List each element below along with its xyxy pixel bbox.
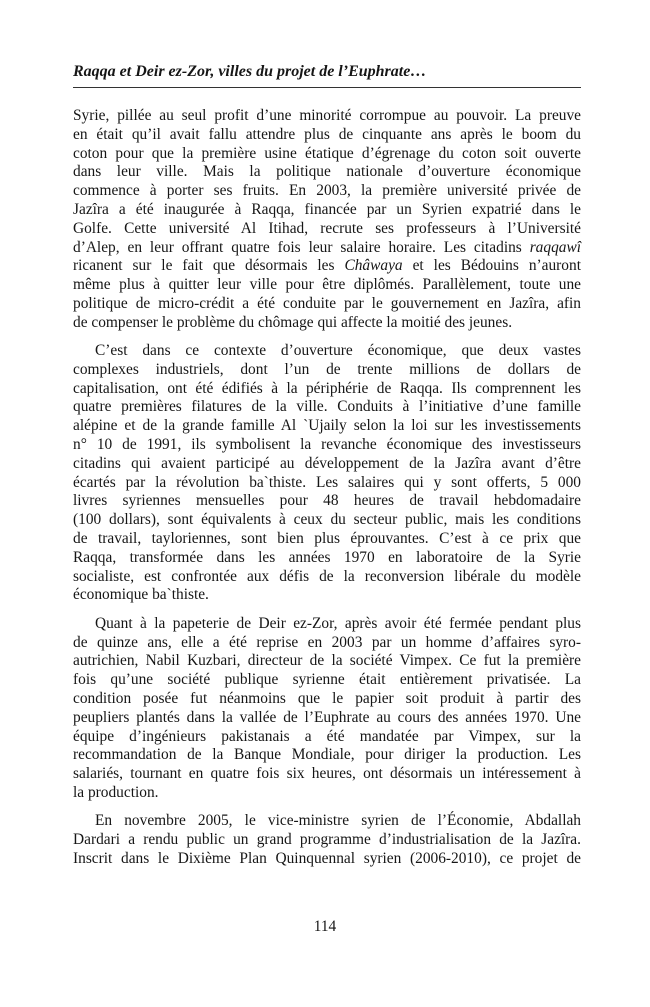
text-line: citadins qui avaient participé au développement de la Jazîra avant d’être [73,454,581,472]
text-line: économique ba`thiste. [73,586,209,604]
text-line: Raqqa, transformée dans les années 1970 en laboratoire de la Syrie [73,548,581,566]
text-line: coton pour que la première usine étatique d’égrenage du coton soit ouverte [73,144,581,162]
text-line: quatre premières filatures de la ville. Conduits à l’initiative d’une famille [73,398,581,416]
text-line: Golfe. Cette université Al Itihad, recrute ses professeurs à l’Université [73,219,581,237]
text-line: n° 10 de 1991, ils symbolisent la revanche économique des investisseurs [73,436,581,454]
running-head: Raqqa et Deir ez-Zor, villes du projet de l’Euphrate… [73,63,427,80]
italic-term: Châwaya [344,257,403,275]
text-line: politique de micro-crédit a été conduite par le gouvernement en Jazîra, afin [73,294,581,312]
text-line: Quant à la papeterie de Deir ez-Zor, après avoir été fermée pendant plus [95,614,581,632]
text-line: peupliers plantés dans la vallée de l’Euphrate au cours des années 1970. Une [73,708,581,726]
text-segment: d’Alep, en leur offrant quatre fois leur salaire horaire. Les citadins [73,238,530,256]
header-rule [73,87,581,88]
text-line: de quinze ans, elle a été reprise en 2003 par un homme d’affaires syro- [73,633,581,651]
text-line: équipe d’ingénieurs pakistanais a été mandatée par Vimpex, sur la [73,727,581,745]
text-line: même plus à quitter leur ville pour être diplômés. Parallèlement, toute une [73,276,581,294]
italic-term: raqqawî [529,238,581,256]
text-line: capitalisation, ont été édifiés à la périphérie de Raqqa. Ils comprennent les [73,379,581,397]
text-line: en était qu’il avait fallu attendre plus de cinquante ans après le boom du [73,125,581,143]
text-line: de travail, tayloriennes, sont bien plus éprouvantes. C’est à ce prix que [73,530,581,548]
text-line: de compenser le problème du chômage qui affecte la moitié des jeunes. [73,313,513,331]
body-text [73,107,581,878]
text-line: alépine et de la grande famille Al `Ujaily selon la loi sur les investissements [73,417,581,435]
text-line: condition posée fut néanmoins que le papier soit produit à partir des [73,689,581,707]
text-line [73,239,581,258]
text-line: salariés, tournant en quatre fois six heures, ont désormais un intéressement à [73,765,581,783]
paragraph [73,342,581,605]
text-line: la production. [73,783,159,801]
text-segment: ricanent sur le fait que désormais les [73,257,345,275]
paragraph [73,812,581,868]
text-line: En novembre 2005, le vice-ministre syrien de l’Économie, Abdallah [95,812,581,830]
text-line: Dardari a rendu public un grand programme d’industrialisation de la Jazîra. [73,830,581,848]
text-line: (100 dollars), sont équivalents à ceux du secteur public, mais les conditions [73,511,581,529]
text-line: Jazîra a été inaugurée à Raqqa, financée par un Syrien expatrié dans le [73,200,581,218]
text-line: C’est dans ce contexte d’ouverture économique, que deux vastes [95,342,581,360]
text-line: fois qu’une société publique syrienne était entièrement privatisée. La [73,671,581,689]
text-line: écartés par la révolution ba`thiste. Les salaires qui y sont offerts, 5 000 [73,473,581,491]
text-line: commence à porter ses fruits. En 2003, la première université privée de [73,182,581,200]
text-line: recommandation de la Banque Mondiale, pour diriger la production. Les [73,746,581,764]
paragraph [73,615,581,803]
text-segment: et les Bédouins n’auront [402,257,581,275]
text-line: socialiste, est confrontée aux défis de la reconversion libérale du modèle [73,567,581,585]
text-line: livres syriennes mensuelles pour 48 heures de travail hebdomadaire [73,492,581,510]
page-number: 114 [313,918,337,935]
paragraph [73,107,581,333]
text-line: Syrie, pillée au seul profit d’une minorité corrompue au pouvoir. La preuve [73,107,581,124]
text-line [73,257,581,276]
text-line: Inscrit dans le Dixième Plan Quinquennal syrien (2006-2010), ce projet de [73,849,581,867]
text-line: dans leur ville. Mais la politique nationale d’ouverture économique [73,163,581,181]
text-line: autrichien, Nabil Kuzbari, directeur de la société Vimpex. Ce fut la première [73,652,581,670]
text-line: complexes industriels, dont l’un de trente millions de dollars de [73,360,581,378]
